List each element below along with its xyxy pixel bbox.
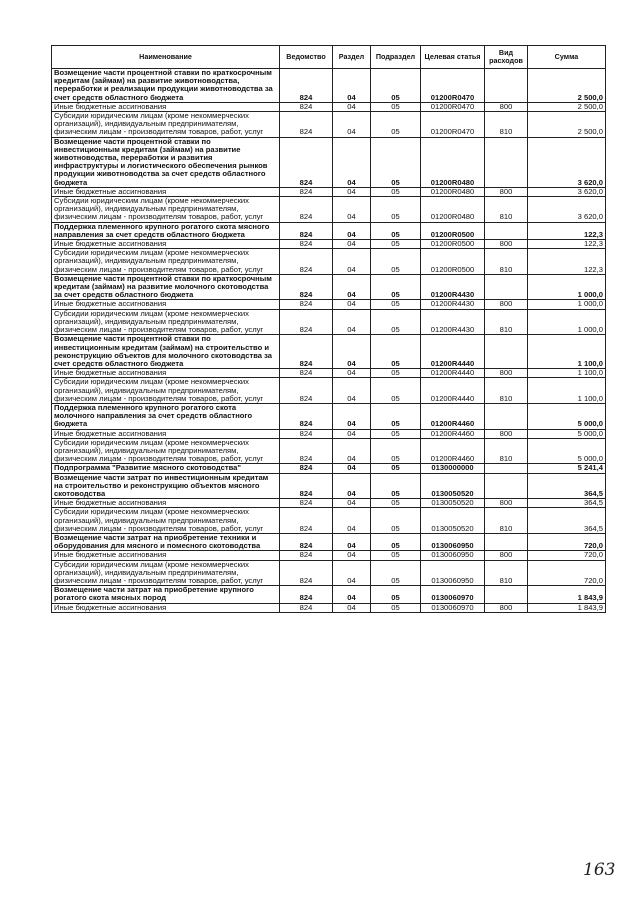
cell-name: Поддержка племенного крупного рогатого скота молочного направления за счет средств областного бюджета bbox=[52, 403, 280, 429]
cell-celevaya-statya: 0130060950 bbox=[421, 551, 485, 560]
cell-razdel: 04 bbox=[333, 102, 371, 111]
cell-celevaya-statya: 01200R0500 bbox=[421, 249, 485, 275]
cell-name: Субсидии юридическим лицам (кроме некоммерческих организаций), индивидуальным предпринимателям, физическим лицам - производителям товаров, работ, услуг bbox=[52, 197, 280, 223]
cell-summa: 720,0 bbox=[528, 551, 606, 560]
cell-vedomstvo: 824 bbox=[280, 603, 333, 612]
cell-summa: 364,5 bbox=[528, 508, 606, 534]
cell-vedomstvo: 824 bbox=[280, 112, 333, 138]
table-row bbox=[52, 274, 606, 300]
cell-summa: 364,5 bbox=[528, 473, 606, 499]
cell-podrazdel: 05 bbox=[371, 403, 421, 429]
table-row bbox=[52, 378, 606, 404]
cell-vid-raskhodov: 810 bbox=[485, 438, 528, 464]
table-row bbox=[52, 222, 606, 239]
cell-summa: 2 500,0 bbox=[528, 69, 606, 103]
table-row bbox=[52, 187, 606, 196]
header-razdel: Раздел bbox=[333, 46, 371, 69]
cell-vedomstvo: 824 bbox=[280, 187, 333, 196]
table-row bbox=[52, 197, 606, 223]
cell-podrazdel: 05 bbox=[371, 69, 421, 103]
cell-podrazdel: 05 bbox=[371, 274, 421, 300]
cell-celevaya-statya: 01200R4430 bbox=[421, 309, 485, 335]
cell-celevaya-statya: 01200R4460 bbox=[421, 403, 485, 429]
cell-razdel: 04 bbox=[333, 586, 371, 603]
cell-vid-raskhodov bbox=[485, 274, 528, 300]
cell-podrazdel: 05 bbox=[371, 438, 421, 464]
cell-vedomstvo: 824 bbox=[280, 551, 333, 560]
cell-summa: 1 100,0 bbox=[528, 335, 606, 369]
cell-vedomstvo: 824 bbox=[280, 274, 333, 300]
cell-razdel: 04 bbox=[333, 508, 371, 534]
cell-summa: 720,0 bbox=[528, 560, 606, 586]
cell-vid-raskhodov: 810 bbox=[485, 249, 528, 275]
cell-name: Возмещение части затрат по инвестиционным кредитам на строительство и реконструкцию объектов мясного скотоводства bbox=[52, 473, 280, 499]
table-row bbox=[52, 309, 606, 335]
cell-celevaya-statya: 01200R0480 bbox=[421, 197, 485, 223]
cell-razdel: 04 bbox=[333, 69, 371, 103]
cell-summa: 122,3 bbox=[528, 222, 606, 239]
cell-celevaya-statya: 01200R0470 bbox=[421, 112, 485, 138]
cell-celevaya-statya: 01200R4440 bbox=[421, 378, 485, 404]
header-summa: Сумма bbox=[528, 46, 606, 69]
cell-name: Иные бюджетные ассигнования bbox=[52, 102, 280, 111]
cell-vid-raskhodov: 800 bbox=[485, 603, 528, 612]
cell-vedomstvo: 824 bbox=[280, 249, 333, 275]
cell-razdel: 04 bbox=[333, 378, 371, 404]
cell-vid-raskhodov bbox=[485, 473, 528, 499]
cell-celevaya-statya: 0130000000 bbox=[421, 464, 485, 473]
cell-podrazdel: 05 bbox=[371, 300, 421, 309]
cell-vedomstvo: 824 bbox=[280, 102, 333, 111]
cell-celevaya-statya: 01200R4430 bbox=[421, 300, 485, 309]
cell-razdel: 04 bbox=[333, 309, 371, 335]
cell-vid-raskhodov: 800 bbox=[485, 369, 528, 378]
cell-name: Подпрограмма "Развитие мясного скотоводства" bbox=[52, 464, 280, 473]
cell-vedomstvo: 824 bbox=[280, 429, 333, 438]
cell-celevaya-statya: 0130060970 bbox=[421, 586, 485, 603]
cell-vid-raskhodov: 810 bbox=[485, 560, 528, 586]
cell-celevaya-statya: 0130050520 bbox=[421, 508, 485, 534]
cell-vid-raskhodov bbox=[485, 69, 528, 103]
cell-podrazdel: 05 bbox=[371, 533, 421, 550]
table-row bbox=[52, 508, 606, 534]
cell-vid-raskhodov bbox=[485, 335, 528, 369]
cell-celevaya-statya: 0130060970 bbox=[421, 603, 485, 612]
cell-vedomstvo: 824 bbox=[280, 222, 333, 239]
cell-vedomstvo: 824 bbox=[280, 403, 333, 429]
cell-vedomstvo: 824 bbox=[280, 309, 333, 335]
cell-summa: 122,3 bbox=[528, 249, 606, 275]
cell-name: Иные бюджетные ассигнования bbox=[52, 603, 280, 612]
cell-name: Возмещение части процентной ставки по краткосрочным кредитам (займам) на развитие молочного скотоводства за счет средств областного бюджета bbox=[52, 274, 280, 300]
cell-vedomstvo: 824 bbox=[280, 300, 333, 309]
header-podrazdel: Подраздел bbox=[371, 46, 421, 69]
table-header-row bbox=[52, 46, 606, 69]
cell-name: Субсидии юридическим лицам (кроме некоммерческих организаций), индивидуальным предпринимателям, физическим лицам - производителям товаров, работ, услуг bbox=[52, 508, 280, 534]
cell-podrazdel: 05 bbox=[371, 551, 421, 560]
cell-podrazdel: 05 bbox=[371, 249, 421, 275]
cell-name: Иные бюджетные ассигнования bbox=[52, 187, 280, 196]
cell-vedomstvo: 824 bbox=[280, 438, 333, 464]
table-row bbox=[52, 240, 606, 249]
cell-vid-raskhodov: 810 bbox=[485, 309, 528, 335]
cell-celevaya-statya: 01200R0470 bbox=[421, 69, 485, 103]
cell-vid-raskhodov bbox=[485, 586, 528, 603]
table-row bbox=[52, 533, 606, 550]
cell-razdel: 04 bbox=[333, 187, 371, 196]
cell-summa: 1 100,0 bbox=[528, 369, 606, 378]
cell-podrazdel: 05 bbox=[371, 102, 421, 111]
header-vedomstvo: Ведомство bbox=[280, 46, 333, 69]
cell-razdel: 04 bbox=[333, 137, 371, 187]
cell-vedomstvo: 824 bbox=[280, 473, 333, 499]
cell-podrazdel: 05 bbox=[371, 499, 421, 508]
cell-summa: 364,5 bbox=[528, 499, 606, 508]
cell-celevaya-statya: 01200R0480 bbox=[421, 137, 485, 187]
cell-vid-raskhodov: 810 bbox=[485, 112, 528, 138]
cell-podrazdel: 05 bbox=[371, 222, 421, 239]
cell-razdel: 04 bbox=[333, 429, 371, 438]
cell-summa: 1 100,0 bbox=[528, 378, 606, 404]
table-row bbox=[52, 300, 606, 309]
cell-summa: 2 500,0 bbox=[528, 102, 606, 111]
cell-vedomstvo: 824 bbox=[280, 586, 333, 603]
cell-celevaya-statya: 01200R4460 bbox=[421, 438, 485, 464]
cell-name: Субсидии юридическим лицам (кроме некоммерческих организаций), индивидуальным предпринимателям, физическим лицам - производителям товаров, работ, услуг bbox=[52, 309, 280, 335]
table-row bbox=[52, 603, 606, 612]
cell-vid-raskhodov: 800 bbox=[485, 240, 528, 249]
cell-vedomstvo: 824 bbox=[280, 240, 333, 249]
cell-vedomstvo: 824 bbox=[280, 464, 333, 473]
cell-celevaya-statya: 0130050520 bbox=[421, 473, 485, 499]
cell-podrazdel: 05 bbox=[371, 473, 421, 499]
cell-podrazdel: 05 bbox=[371, 508, 421, 534]
cell-razdel: 04 bbox=[333, 274, 371, 300]
cell-podrazdel: 05 bbox=[371, 464, 421, 473]
table-body bbox=[52, 69, 606, 613]
header-vid-raskhodov: Вид расходов bbox=[485, 46, 528, 69]
cell-podrazdel: 05 bbox=[371, 378, 421, 404]
cell-vedomstvo: 824 bbox=[280, 533, 333, 550]
cell-celevaya-statya: 01200R0470 bbox=[421, 102, 485, 111]
cell-razdel: 04 bbox=[333, 499, 371, 508]
cell-name: Иные бюджетные ассигнования bbox=[52, 429, 280, 438]
cell-vid-raskhodov: 800 bbox=[485, 429, 528, 438]
cell-vid-raskhodov: 810 bbox=[485, 508, 528, 534]
cell-vid-raskhodov: 800 bbox=[485, 499, 528, 508]
cell-name: Иные бюджетные ассигнования bbox=[52, 240, 280, 249]
cell-name: Иные бюджетные ассигнования bbox=[52, 369, 280, 378]
cell-razdel: 04 bbox=[333, 603, 371, 612]
cell-razdel: 04 bbox=[333, 222, 371, 239]
cell-vid-raskhodov bbox=[485, 403, 528, 429]
cell-summa: 5 000,0 bbox=[528, 429, 606, 438]
page-number: 163 bbox=[583, 860, 616, 880]
cell-summa: 5 000,0 bbox=[528, 438, 606, 464]
cell-summa: 1 843,9 bbox=[528, 603, 606, 612]
cell-razdel: 04 bbox=[333, 112, 371, 138]
cell-summa: 122,3 bbox=[528, 240, 606, 249]
cell-celevaya-statya: 01200R4440 bbox=[421, 369, 485, 378]
cell-vid-raskhodov: 810 bbox=[485, 197, 528, 223]
table-row bbox=[52, 249, 606, 275]
cell-podrazdel: 05 bbox=[371, 603, 421, 612]
cell-vid-raskhodov bbox=[485, 533, 528, 550]
cell-summa: 720,0 bbox=[528, 533, 606, 550]
table-row bbox=[52, 69, 606, 103]
cell-name: Поддержка племенного крупного рогатого скота мясного направления за счет средств областного бюджета bbox=[52, 222, 280, 239]
cell-name: Возмещение части процентной ставки по краткосрочным кредитам (займам) на развитие животноводства, переработки и реализации продукции животноводства за счет средств областного бюджета bbox=[52, 69, 280, 103]
cell-name: Возмещение части процентной ставки по инвестиционным кредитам (займам) на строительство и реконструкцию объектов для молочного скотоводства за счет средств областного бюджета bbox=[52, 335, 280, 369]
header-name: Наименование bbox=[52, 46, 280, 69]
cell-name: Субсидии юридическим лицам (кроме некоммерческих организаций), индивидуальным предпринимателям, физическим лицам - производителям товаров, работ, услуг bbox=[52, 438, 280, 464]
table-row bbox=[52, 429, 606, 438]
cell-podrazdel: 05 bbox=[371, 309, 421, 335]
cell-vid-raskhodov bbox=[485, 222, 528, 239]
cell-razdel: 04 bbox=[333, 560, 371, 586]
cell-summa: 1 000,0 bbox=[528, 309, 606, 335]
cell-podrazdel: 05 bbox=[371, 560, 421, 586]
cell-vedomstvo: 824 bbox=[280, 197, 333, 223]
cell-vid-raskhodov: 800 bbox=[485, 551, 528, 560]
cell-celevaya-statya: 0130060950 bbox=[421, 560, 485, 586]
cell-razdel: 04 bbox=[333, 533, 371, 550]
table-row bbox=[52, 403, 606, 429]
cell-vid-raskhodov: 800 bbox=[485, 187, 528, 196]
table-row bbox=[52, 464, 606, 473]
cell-name: Субсидии юридическим лицам (кроме некоммерческих организаций), индивидуальным предпринимателям, физическим лицам - производителям товаров, работ, услуг bbox=[52, 560, 280, 586]
cell-summa: 2 500,0 bbox=[528, 112, 606, 138]
cell-celevaya-statya: 01200R4430 bbox=[421, 274, 485, 300]
budget-table bbox=[51, 45, 606, 613]
table-row bbox=[52, 586, 606, 603]
cell-name: Возмещение части затрат на приобретение техники и оборудования для мясного и помесного скотоводства bbox=[52, 533, 280, 550]
cell-vedomstvo: 824 bbox=[280, 508, 333, 534]
cell-summa: 3 620,0 bbox=[528, 197, 606, 223]
table-row bbox=[52, 369, 606, 378]
table-row bbox=[52, 499, 606, 508]
cell-name: Иные бюджетные ассигнования bbox=[52, 499, 280, 508]
table-row bbox=[52, 473, 606, 499]
cell-vid-raskhodov bbox=[485, 464, 528, 473]
cell-podrazdel: 05 bbox=[371, 429, 421, 438]
cell-name: Субсидии юридическим лицам (кроме некоммерческих организаций), индивидуальным предпринимателям, физическим лицам - производителям товаров, работ, услуг bbox=[52, 249, 280, 275]
cell-vedomstvo: 824 bbox=[280, 499, 333, 508]
cell-name: Возмещение части затрат на приобретение крупного рогатого скота мясных пород bbox=[52, 586, 280, 603]
table-row bbox=[52, 335, 606, 369]
cell-vedomstvo: 824 bbox=[280, 69, 333, 103]
cell-podrazdel: 05 bbox=[371, 369, 421, 378]
cell-celevaya-statya: 01200R4460 bbox=[421, 429, 485, 438]
cell-summa: 3 620,0 bbox=[528, 187, 606, 196]
cell-podrazdel: 05 bbox=[371, 240, 421, 249]
cell-razdel: 04 bbox=[333, 464, 371, 473]
cell-summa: 1 000,0 bbox=[528, 274, 606, 300]
cell-name: Возмещение части процентной ставки по инвестиционным кредитам (займам) на развитие животноводства, переработки и развития инфраструктуры и логистического обеспечения рынков продукции животноводства за счет средств областного бюджета bbox=[52, 137, 280, 187]
table-row bbox=[52, 560, 606, 586]
table-row bbox=[52, 102, 606, 111]
cell-celevaya-statya: 01200R0500 bbox=[421, 240, 485, 249]
cell-razdel: 04 bbox=[333, 249, 371, 275]
cell-vedomstvo: 824 bbox=[280, 560, 333, 586]
cell-vid-raskhodov: 800 bbox=[485, 300, 528, 309]
cell-podrazdel: 05 bbox=[371, 137, 421, 187]
cell-vid-raskhodov bbox=[485, 137, 528, 187]
cell-celevaya-statya: 01200R0480 bbox=[421, 187, 485, 196]
cell-vedomstvo: 824 bbox=[280, 335, 333, 369]
cell-razdel: 04 bbox=[333, 335, 371, 369]
cell-celevaya-statya: 01200R4440 bbox=[421, 335, 485, 369]
cell-summa: 5 000,0 bbox=[528, 403, 606, 429]
cell-summa: 1 000,0 bbox=[528, 300, 606, 309]
cell-razdel: 04 bbox=[333, 473, 371, 499]
cell-razdel: 04 bbox=[333, 300, 371, 309]
table-row bbox=[52, 137, 606, 187]
cell-vid-raskhodov: 800 bbox=[485, 102, 528, 111]
cell-summa: 5 241,4 bbox=[528, 464, 606, 473]
cell-razdel: 04 bbox=[333, 403, 371, 429]
cell-razdel: 04 bbox=[333, 369, 371, 378]
cell-podrazdel: 05 bbox=[371, 197, 421, 223]
cell-razdel: 04 bbox=[333, 438, 371, 464]
cell-razdel: 04 bbox=[333, 197, 371, 223]
cell-razdel: 04 bbox=[333, 551, 371, 560]
table-row bbox=[52, 112, 606, 138]
cell-vedomstvo: 824 bbox=[280, 137, 333, 187]
cell-celevaya-statya: 0130060950 bbox=[421, 533, 485, 550]
cell-podrazdel: 05 bbox=[371, 586, 421, 603]
cell-vedomstvo: 824 bbox=[280, 369, 333, 378]
cell-name: Субсидии юридическим лицам (кроме некоммерческих организаций), индивидуальным предпринимателям, физическим лицам - производителям товаров, работ, услуг bbox=[52, 378, 280, 404]
table-row bbox=[52, 438, 606, 464]
cell-podrazdel: 05 bbox=[371, 112, 421, 138]
cell-celevaya-statya: 01200R0500 bbox=[421, 222, 485, 239]
cell-name: Иные бюджетные ассигнования bbox=[52, 551, 280, 560]
cell-name: Иные бюджетные ассигнования bbox=[52, 300, 280, 309]
cell-razdel: 04 bbox=[333, 240, 371, 249]
header-celevaya-statya: Целевая статья bbox=[421, 46, 485, 69]
table-row bbox=[52, 551, 606, 560]
cell-vedomstvo: 824 bbox=[280, 378, 333, 404]
cell-summa: 1 843,9 bbox=[528, 586, 606, 603]
cell-podrazdel: 05 bbox=[371, 187, 421, 196]
cell-podrazdel: 05 bbox=[371, 335, 421, 369]
cell-celevaya-statya: 0130050520 bbox=[421, 499, 485, 508]
cell-summa: 3 620,0 bbox=[528, 137, 606, 187]
cell-vid-raskhodov: 810 bbox=[485, 378, 528, 404]
cell-name: Субсидии юридическим лицам (кроме некоммерческих организаций), индивидуальным предпринимателям, физическим лицам - производителям товаров, работ, услуг bbox=[52, 112, 280, 138]
